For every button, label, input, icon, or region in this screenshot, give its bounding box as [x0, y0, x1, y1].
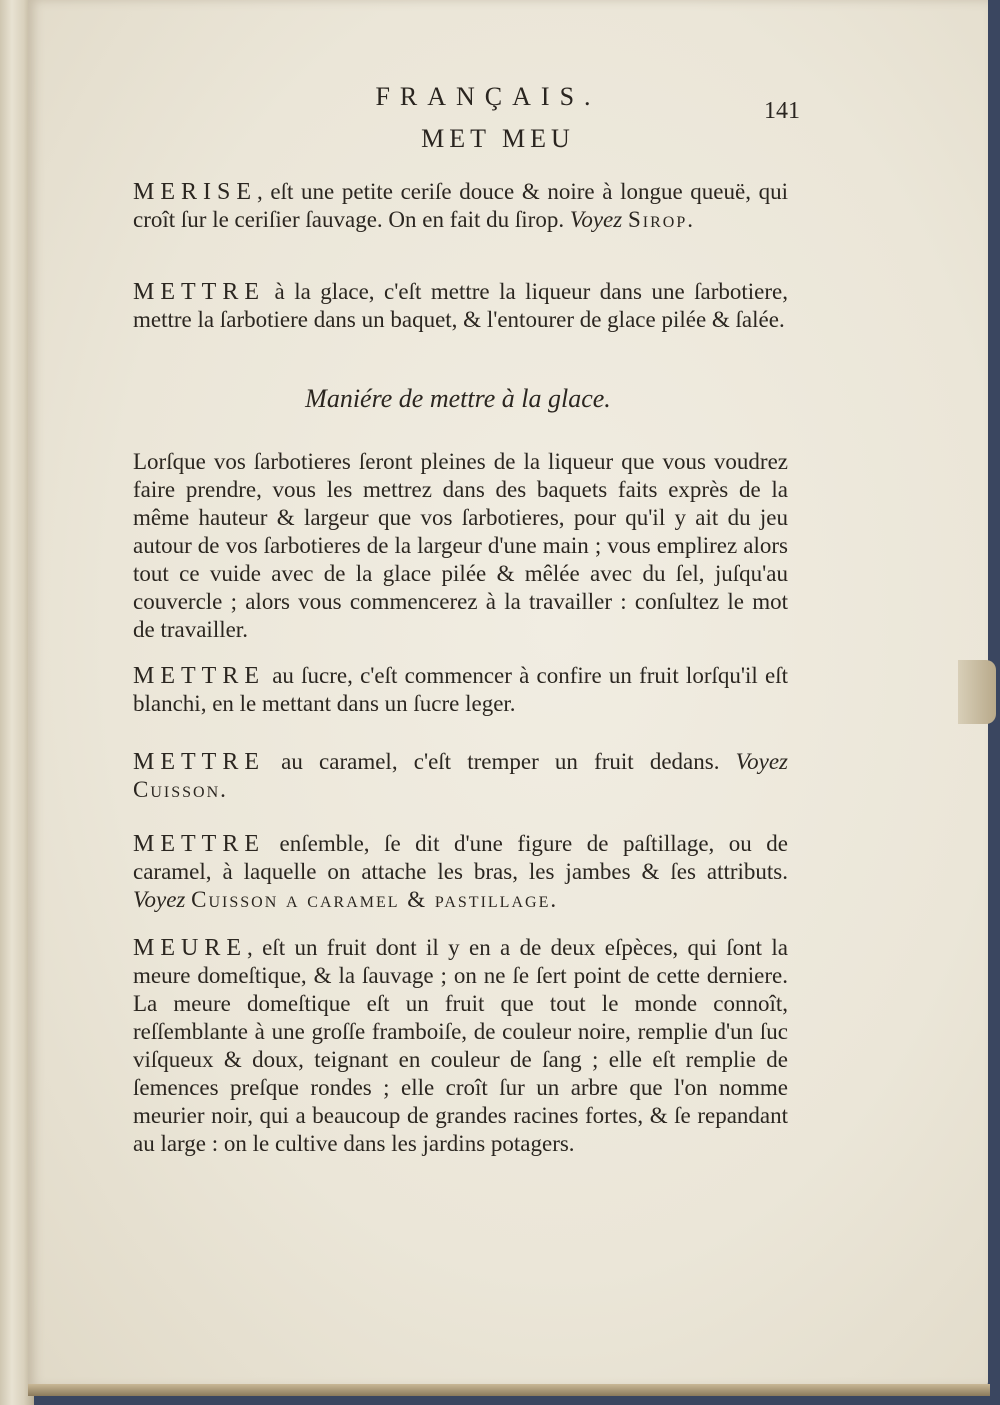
entry-headword: METTRE — [133, 279, 265, 305]
entry-meure — [133, 934, 788, 1158]
cross-ref-target: Cuisson a caramel & pastillage. — [191, 887, 559, 912]
running-head: FRANÇAIS. — [375, 82, 601, 111]
entry-text: , eſt une petite ceriſe douce & noire à longue queuë, qui croît ſur le ceriſier ſauvage. On en fait du ſirop. — [133, 179, 788, 232]
entry-headword: MERISE — [133, 179, 258, 205]
entry-text: au ſucre, c'eſt commencer à confire un fruit lorſqu'il eſt blanchi, en le mettant dans un ſucre leger. — [133, 663, 788, 716]
paragraph-method — [133, 448, 788, 644]
entry-text: au caramel, c'eſt tremper un fruit dedans. — [281, 749, 720, 774]
page-number: 141 — [764, 98, 800, 124]
entry-merise — [133, 178, 788, 234]
book-page — [28, 0, 988, 1388]
entry-mettre-sucre — [133, 662, 788, 718]
cross-ref-target: Cuisson. — [133, 777, 228, 802]
cross-ref-label: Voyez — [133, 887, 186, 912]
entry-headword: MEURE — [133, 935, 247, 961]
section-title: Maniére de mettre à la glace. — [305, 384, 611, 413]
entry-text: , eſt un fruit dont il y en a de deux eſpèces, qui ſont la meure domeſtique, & la ſauvage ; on ne ſe ſert point de cette derniere. La meure domeſtique eſt un fruit que tout le monde connoît, reſſemblante à une groſſe framboiſe, de couleur noire, remplie d'un ſuc viſqueux & doux, teignant en couleur de ſang ; elle eſt remplie de ſemences preſque rondes ; elle croît ſur un arbre que l'on nomme meurier noir, qui a beaucoup de grandes racines fortes, & ſe repandant au large : on le cultive dans les jardins potagers. — [133, 935, 788, 1156]
cross-ref-label: Voyez — [569, 207, 623, 232]
page-bottom-edge — [28, 1384, 990, 1396]
cross-ref-target: Sirop. — [627, 207, 695, 232]
section-range: MET MEU — [421, 124, 575, 153]
page-fold — [958, 660, 996, 724]
entry-headword: METTRE — [133, 749, 265, 775]
entry-text: à la glace, c'eſt mettre la liqueur dans une ſarbotiere, mettre la ſarbotiere dans un baquet, & l'entourer de glace pilée & ſalée. — [133, 279, 789, 332]
cross-ref-label: Voyez — [735, 749, 789, 774]
entry-text: enſemble, ſe dit d'une figure de paſtillage, ou de caramel, à laquelle on attache les bras, les jambes & ſes attributs. — [133, 831, 789, 884]
entry-headword: METTRE — [133, 663, 265, 689]
entry-mettre-ensemble — [133, 830, 788, 914]
entry-headword: METTRE — [133, 831, 265, 857]
entry-mettre-glace — [133, 278, 788, 334]
entry-mettre-caramel — [133, 748, 788, 804]
paragraph-text: Lorſque vos ſarbotieres ſeront pleines de la liqueur que vous voudrez faire prendre, vous les mettrez dans des baquets faits exprès de la même hauteur & largeur que vos ſarbotieres, pour qu'il y ait du jeu autour de vos ſarbotieres de la largeur d'une main ; vous emplirez alors tout ce vuide avec de la glace pilée & mêlée avec du ſel, juſqu'au couvercle ; alors vous commencerez à la travailler : conſultez le mot de travailler. — [133, 449, 788, 642]
